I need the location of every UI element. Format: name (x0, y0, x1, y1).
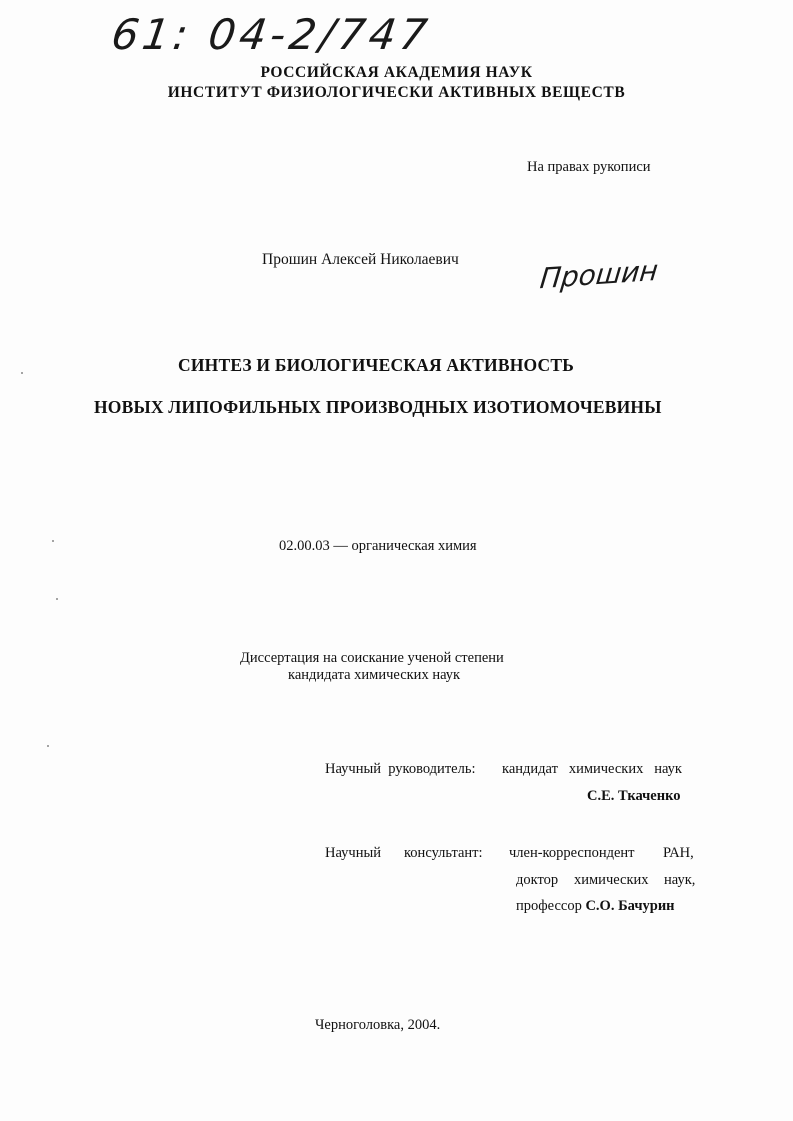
title-line-1: СИНТЕЗ И БИОЛОГИЧЕСКАЯ АКТИВНОСТЬ (178, 355, 575, 375)
consultant-label-word-2: консультант: (404, 845, 483, 861)
scan-speckle (47, 745, 49, 747)
scan-speckle (21, 372, 23, 374)
org-line-2: ИНСТИТУТ ФИЗИОЛОГИЧЕСКИ АКТИВНЫХ ВЕЩЕСТВ (167, 84, 626, 101)
specialty: 02.00.03 — органическая химия (279, 538, 477, 554)
supervisor-degree-word-2: химических (568, 761, 644, 777)
org-line-1: РОССИЙСКАЯ АКАДЕМИЯ НАУК (260, 64, 533, 81)
supervisor-degree (502, 761, 682, 778)
title-line-2: НОВЫХ ЛИПОФИЛЬНЫХ ПРОИЗВОДНЫХ ИЗОТИОМОЧЕВИНЫ (94, 397, 662, 417)
supervisor-degree-word-3: наук (654, 761, 682, 777)
consultant-role-2: РАН, (663, 845, 694, 861)
consultant-role: член-корреспондент (509, 845, 635, 861)
supervisor-label (325, 761, 475, 778)
consultant-title-line (516, 898, 675, 915)
manuscript-note: На правах рукописи (527, 159, 651, 175)
consultant-degree-word-1: доктор (516, 872, 559, 888)
consultant-name: С.О. Бачурин (585, 898, 675, 914)
supervisor-label-word-1: Научный (325, 761, 381, 777)
consultant-degree-word-2: химических (574, 872, 649, 888)
consultant-degree-word-3: наук, (664, 872, 696, 888)
author-name: Прошин Алексей Николаевич (262, 251, 459, 268)
archive-number: 61: 04-2/747 (108, 10, 435, 59)
supervisor-name: С.Е. Ткаченко (587, 788, 681, 804)
scan-speckle (52, 540, 54, 542)
consultant-title: профессор (516, 898, 582, 914)
consultant-label-word-1: Научный (325, 845, 381, 861)
supervisor-degree-word-1: кандидат (502, 761, 558, 777)
author-signature: Прошин (538, 253, 660, 296)
place-year: Черноголовка, 2004. (315, 1017, 441, 1033)
supervisor-label-word-2: руководитель: (388, 761, 476, 777)
scan-speckle (56, 598, 58, 600)
dissertation-line-2: кандидата химических наук (288, 667, 461, 683)
dissertation-line-1: Диссертация на соискание ученой степени (240, 650, 504, 666)
